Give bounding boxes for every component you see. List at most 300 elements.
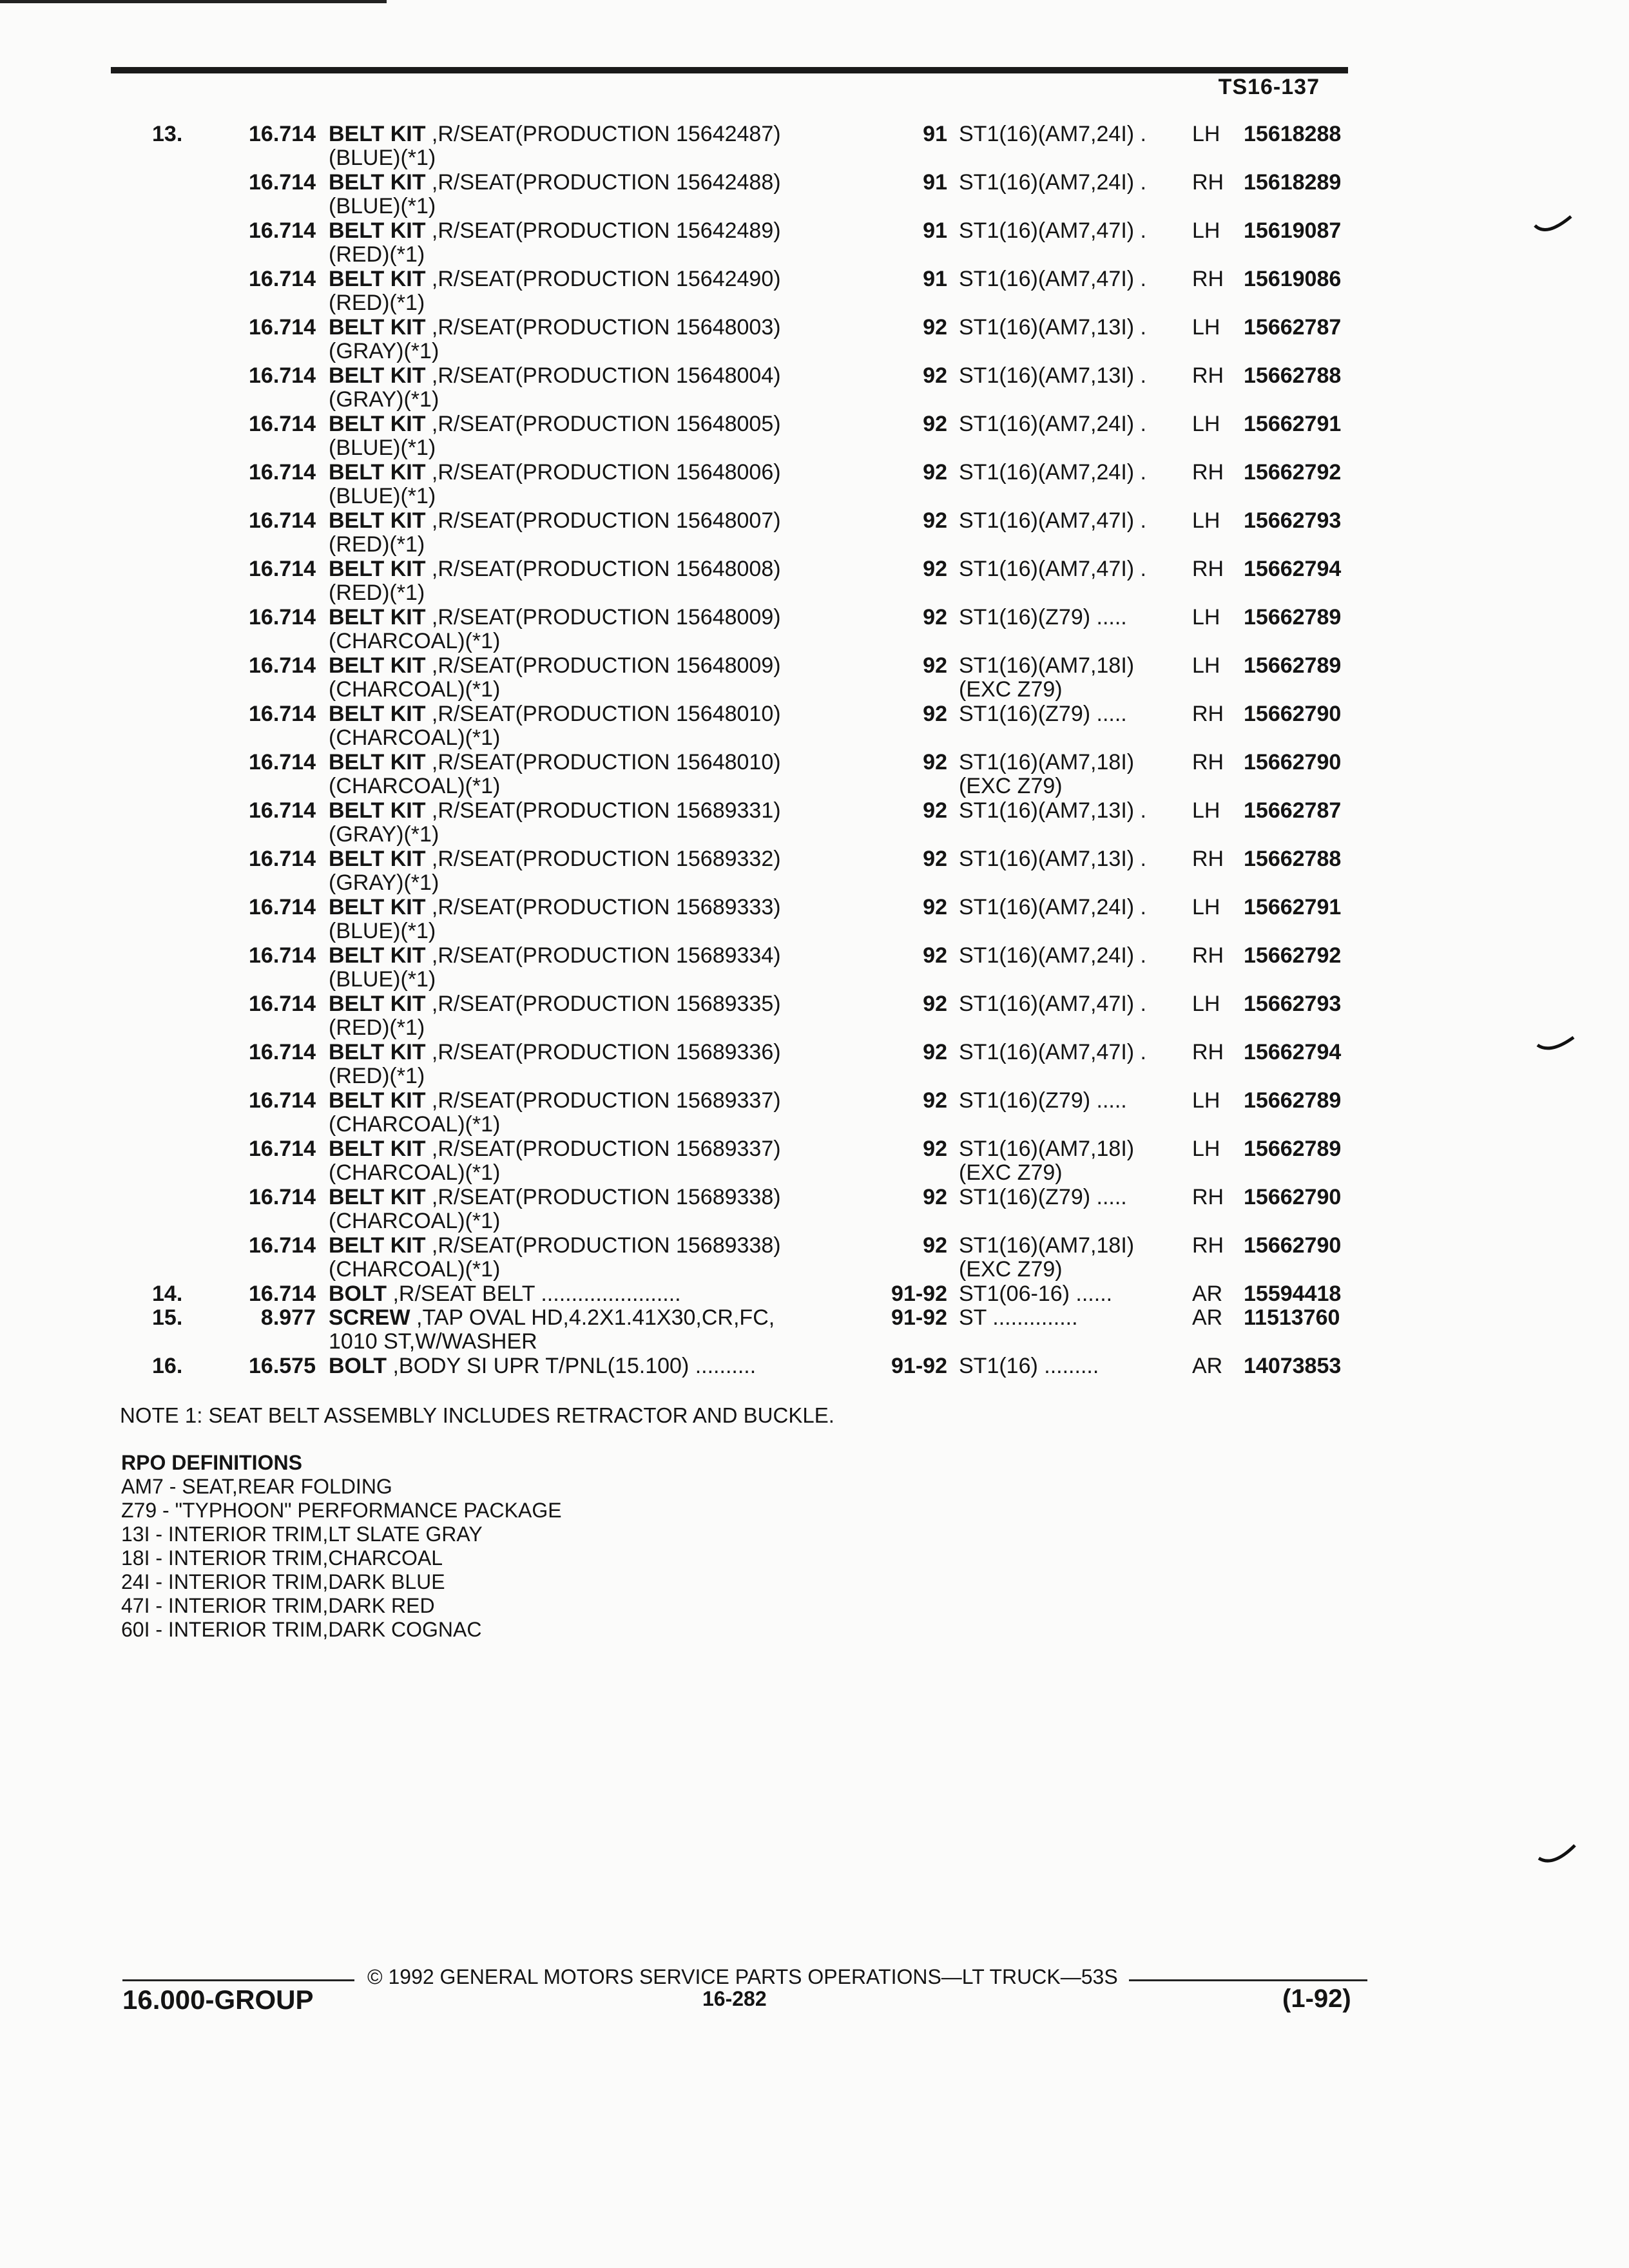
part-number: 15594418 xyxy=(1244,1282,1342,1306)
group-number: 16.714 xyxy=(249,847,316,871)
parts-row xyxy=(0,1137,1629,1186)
part-name: BELT KIT xyxy=(329,1233,426,1258)
usage-code xyxy=(959,896,1184,919)
part-name: BELT KIT xyxy=(329,798,426,823)
part-description xyxy=(329,992,896,1040)
usage-code xyxy=(959,1186,1184,1209)
rpo-list xyxy=(121,1475,562,1642)
description-line xyxy=(329,412,781,436)
usage-code xyxy=(959,316,1184,340)
part-name: BOLT xyxy=(329,1282,387,1306)
description-continuation: (CHARCOAL)(*1) xyxy=(329,726,501,750)
description-continuation: (CHARCOAL)(*1) xyxy=(329,629,501,653)
description-continuation: (RED)(*1) xyxy=(329,1064,425,1088)
quantity-side: AR xyxy=(1192,1282,1223,1306)
top-edge-rule xyxy=(0,0,387,3)
model-year: 92 xyxy=(923,1185,947,1209)
usage-code xyxy=(959,557,1184,581)
part-description xyxy=(329,1306,896,1354)
description-continuation: (RED)(*1) xyxy=(329,581,425,605)
parts-row xyxy=(0,1041,1629,1089)
model-year: 92 xyxy=(923,412,947,436)
parts-row xyxy=(0,1306,1629,1354)
rpo-item: 60I - INTERIOR TRIM,DARK COGNAC xyxy=(121,1618,482,1641)
parts-row xyxy=(0,316,1629,364)
part-number: 15662789 xyxy=(1244,605,1342,629)
description-continuation: (CHARCOAL)(*1) xyxy=(329,1209,501,1233)
quantity-side: RH xyxy=(1192,1185,1224,1209)
usage-line: ST1(16)(AM7,47I) . xyxy=(959,508,1146,533)
part-name: BELT KIT xyxy=(329,992,426,1016)
part-name: BELT KIT xyxy=(329,895,426,919)
description-line xyxy=(329,943,781,968)
usage-line: ST1(16)(AM7,18I) xyxy=(959,653,1135,678)
description-continuation: (GRAY)(*1) xyxy=(329,870,439,895)
description-line xyxy=(329,363,781,388)
description-line xyxy=(329,267,781,291)
description-line xyxy=(329,1354,756,1378)
part-number: 15662789 xyxy=(1244,1137,1342,1161)
parts-row xyxy=(0,461,1629,509)
footnote: NOTE 1: SEAT BELT ASSEMBLY INCLUDES RETRACTOR AND BUCKLE. xyxy=(120,1403,834,1427)
description-line xyxy=(329,122,781,146)
description-line xyxy=(329,218,781,243)
quantity-side: LH xyxy=(1192,1088,1220,1113)
part-number: 15662793 xyxy=(1244,992,1342,1016)
part-spec: ,BODY SI UPR T/PNL(15.100) .......... xyxy=(387,1354,757,1378)
footer-date: (1-92) xyxy=(1282,1984,1351,2013)
part-number: 15662794 xyxy=(1244,557,1342,581)
usage-line: ST1(16)(AM7,13I) . xyxy=(959,847,1146,871)
part-number: 15662793 xyxy=(1244,508,1342,533)
part-description xyxy=(329,1089,896,1137)
usage-line: ST1(16)(AM7,24I) . xyxy=(959,122,1146,146)
description-continuation: (GRAY)(*1) xyxy=(329,387,439,412)
description-line xyxy=(329,605,781,629)
quantity-side: AR xyxy=(1192,1354,1223,1378)
header-rule xyxy=(111,67,1348,73)
model-year: 92 xyxy=(923,605,947,629)
part-spec: ,R/SEAT(PRODUCTION 15648009) xyxy=(425,653,781,678)
part-name: BELT KIT xyxy=(329,267,426,291)
model-year: 92 xyxy=(923,1137,947,1161)
part-description xyxy=(329,316,896,363)
model-year: 92 xyxy=(923,1233,947,1258)
description-line xyxy=(329,750,781,774)
description-continuation: (BLUE)(*1) xyxy=(329,146,436,170)
parts-row xyxy=(0,606,1629,654)
part-spec: ,R/SEAT(PRODUCTION 15689332) xyxy=(425,847,781,871)
part-number: 15662790 xyxy=(1244,1185,1342,1209)
part-description xyxy=(329,267,896,315)
description-continuation: (CHARCOAL)(*1) xyxy=(329,1160,501,1185)
part-spec: ,R/SEAT(PRODUCTION 15689336) xyxy=(425,1040,781,1064)
footer-rule-right xyxy=(1129,1979,1367,1981)
part-description xyxy=(329,1137,896,1185)
part-spec: ,R/SEAT(PRODUCTION 15648006) xyxy=(425,460,781,485)
item-number: 13. xyxy=(152,122,183,146)
usage-code xyxy=(959,219,1184,243)
part-number: 15662790 xyxy=(1244,1233,1342,1258)
parts-row xyxy=(0,1234,1629,1282)
description-line xyxy=(329,557,781,581)
part-name: BELT KIT xyxy=(329,1137,426,1161)
parts-row xyxy=(0,751,1629,799)
usage-code xyxy=(959,751,1184,798)
model-year: 91-92 xyxy=(891,1354,947,1378)
part-spec: ,R/SEAT(PRODUCTION 15689333) xyxy=(425,895,781,919)
model-year: 92 xyxy=(923,1040,947,1064)
parts-row xyxy=(0,267,1629,316)
group-number: 16.714 xyxy=(249,170,316,195)
part-number: 15662790 xyxy=(1244,702,1342,726)
part-spec: ,R/SEAT(PRODUCTION 15648004) xyxy=(425,363,781,388)
part-spec: ,R/SEAT(PRODUCTION 15648010) xyxy=(425,750,781,774)
part-description xyxy=(329,1041,896,1088)
usage-line: ST1(16)(AM7,13I) . xyxy=(959,315,1146,340)
description-line xyxy=(329,170,781,195)
quantity-side: LH xyxy=(1192,508,1220,533)
usage-line: ST1(16) ......... xyxy=(959,1354,1099,1378)
part-name: BELT KIT xyxy=(329,315,426,340)
description-line xyxy=(329,1137,781,1161)
description-line xyxy=(329,798,781,823)
usage-code xyxy=(959,461,1184,485)
description-continuation: (BLUE)(*1) xyxy=(329,967,436,992)
quantity-side: RH xyxy=(1192,267,1224,291)
usage-code xyxy=(959,364,1184,388)
part-name: BELT KIT xyxy=(329,460,426,485)
description-continuation: (CHARCOAL)(*1) xyxy=(329,1112,501,1137)
usage-line: ST .............. xyxy=(959,1305,1078,1330)
part-name: BELT KIT xyxy=(329,943,426,968)
page-code: TS16-137 xyxy=(1218,75,1320,99)
usage-code xyxy=(959,1137,1184,1185)
parts-row xyxy=(0,702,1629,751)
description-continuation: (BLUE)(*1) xyxy=(329,194,436,218)
part-description xyxy=(329,702,896,750)
part-spec: ,R/SEAT(PRODUCTION 15642487) xyxy=(425,122,781,146)
quantity-side: RH xyxy=(1192,460,1224,485)
usage-code xyxy=(959,509,1184,533)
quantity-side: LH xyxy=(1192,895,1220,919)
description-line xyxy=(329,460,781,485)
model-year: 91 xyxy=(923,267,947,291)
usage-continuation: (EXC Z79) xyxy=(959,1160,1063,1185)
part-spec: ,R/SEAT(PRODUCTION 15689338) xyxy=(425,1233,781,1258)
parts-row xyxy=(0,171,1629,219)
parts-row xyxy=(0,944,1629,992)
item-number: 15. xyxy=(152,1305,183,1330)
usage-line: ST1(06-16) ...... xyxy=(959,1282,1113,1306)
description-continuation: (GRAY)(*1) xyxy=(329,339,439,363)
parts-row xyxy=(0,509,1629,557)
usage-code xyxy=(959,171,1184,195)
description-line xyxy=(329,895,781,919)
part-spec: ,R/SEAT(PRODUCTION 15689331) xyxy=(425,798,781,823)
footer-copyright: © 1992 GENERAL MOTORS SERVICE PARTS OPERATIONS—LT TRUCK—53S xyxy=(367,1965,1118,1988)
usage-line: ST1(16)(Z79) ..... xyxy=(959,605,1127,629)
usage-line: ST1(16)(AM7,24I) . xyxy=(959,895,1146,919)
part-spec: ,R/SEAT(PRODUCTION 15689334) xyxy=(425,943,781,968)
quantity-side: RH xyxy=(1192,943,1224,968)
group-number: 16.714 xyxy=(249,122,316,146)
model-year: 91 xyxy=(923,122,947,146)
usage-continuation: (EXC Z79) xyxy=(959,1257,1063,1282)
part-description xyxy=(329,509,896,557)
quantity-side: LH xyxy=(1192,1137,1220,1161)
description-continuation: (CHARCOAL)(*1) xyxy=(329,677,501,702)
usage-code xyxy=(959,412,1184,436)
quantity-side: RH xyxy=(1192,363,1224,388)
part-name: BOLT xyxy=(329,1354,387,1378)
rpo-title: RPO DEFINITIONS xyxy=(121,1451,302,1474)
parts-row xyxy=(0,896,1629,944)
group-number: 16.714 xyxy=(249,1282,316,1306)
part-name: BELT KIT xyxy=(329,605,426,629)
model-year: 92 xyxy=(923,653,947,678)
group-number: 16.714 xyxy=(249,702,316,726)
usage-code xyxy=(959,267,1184,291)
usage-line: ST1(16)(Z79) ..... xyxy=(959,1185,1127,1209)
item-number: 16. xyxy=(152,1354,183,1378)
model-year: 92 xyxy=(923,557,947,581)
usage-code xyxy=(959,1041,1184,1064)
part-spec: ,R/SEAT(PRODUCTION 15689337) xyxy=(425,1137,781,1161)
description-continuation: (CHARCOAL)(*1) xyxy=(329,774,501,798)
usage-line: ST1(16)(AM7,13I) . xyxy=(959,363,1146,388)
part-number: 11513760 xyxy=(1244,1305,1340,1330)
usage-code xyxy=(959,1089,1184,1113)
quantity-side: RH xyxy=(1192,750,1224,774)
parts-row xyxy=(0,364,1629,412)
model-year: 92 xyxy=(923,847,947,871)
usage-code xyxy=(959,122,1184,146)
part-number: 15662792 xyxy=(1244,460,1342,485)
usage-code xyxy=(959,1354,1184,1378)
parts-row xyxy=(0,1089,1629,1137)
usage-line: ST1(16)(AM7,24I) . xyxy=(959,943,1146,968)
rpo-item: 18I - INTERIOR TRIM,CHARCOAL xyxy=(121,1546,443,1570)
description-continuation: (BLUE)(*1) xyxy=(329,919,436,943)
part-spec: ,R/SEAT(PRODUCTION 15642488) xyxy=(425,170,781,195)
rpo-item: Z79 - "TYPHOON" PERFORMANCE PACKAGE xyxy=(121,1499,562,1522)
quantity-side: RH xyxy=(1192,170,1224,195)
part-description xyxy=(329,606,896,653)
parts-row xyxy=(0,122,1629,171)
part-number: 15662789 xyxy=(1244,653,1342,678)
footer-rule-left xyxy=(122,1979,354,1981)
part-number: 15662787 xyxy=(1244,798,1342,823)
model-year: 91 xyxy=(923,218,947,243)
rpo-definitions xyxy=(121,1451,562,1642)
part-name: BELT KIT xyxy=(329,750,426,774)
description-continuation: (RED)(*1) xyxy=(329,532,425,557)
description-continuation: 1010 ST,W/WASHER xyxy=(329,1329,537,1354)
part-description xyxy=(329,751,896,798)
quantity-side: AR xyxy=(1192,1305,1223,1330)
part-description xyxy=(329,1234,896,1282)
description-line xyxy=(329,653,781,678)
model-year: 92 xyxy=(923,460,947,485)
description-line xyxy=(329,1185,781,1209)
quantity-side: LH xyxy=(1192,992,1220,1016)
group-number: 16.714 xyxy=(249,1233,316,1258)
usage-line: ST1(16)(AM7,47I) . xyxy=(959,557,1146,581)
group-number: 16.714 xyxy=(249,1137,316,1161)
description-line xyxy=(329,508,781,533)
description-continuation: (RED)(*1) xyxy=(329,1015,425,1040)
model-year: 92 xyxy=(923,895,947,919)
group-number: 16.714 xyxy=(249,508,316,533)
part-number: 15662788 xyxy=(1244,363,1342,388)
parts-row xyxy=(0,992,1629,1041)
check-mark-icon xyxy=(1534,213,1572,238)
part-number: 15662792 xyxy=(1244,943,1342,968)
part-number: 15662788 xyxy=(1244,847,1342,871)
part-number: 15662787 xyxy=(1244,315,1342,340)
part-description xyxy=(329,557,896,605)
part-description xyxy=(329,122,896,170)
usage-code xyxy=(959,1306,1184,1330)
description-line xyxy=(329,315,781,340)
model-year: 91-92 xyxy=(891,1305,947,1330)
usage-code xyxy=(959,1234,1184,1282)
parts-row xyxy=(0,1354,1629,1378)
group-number: 16.714 xyxy=(249,1088,316,1113)
part-name: BELT KIT xyxy=(329,363,426,388)
model-year: 92 xyxy=(923,943,947,968)
model-year: 92 xyxy=(923,363,947,388)
description-line xyxy=(329,1088,781,1113)
quantity-side: LH xyxy=(1192,653,1220,678)
usage-line: ST1(16)(Z79) ..... xyxy=(959,1088,1127,1113)
part-description xyxy=(329,171,896,218)
model-year: 92 xyxy=(923,315,947,340)
part-number: 15662791 xyxy=(1244,412,1342,436)
usage-line: ST1(16)(AM7,47I) . xyxy=(959,1040,1146,1064)
footer-group: 16.000-GROUP xyxy=(122,1984,314,2015)
part-number: 15619087 xyxy=(1244,218,1342,243)
description-line xyxy=(329,1282,681,1306)
group-number: 16.714 xyxy=(249,653,316,678)
part-description xyxy=(329,896,896,943)
rpo-item: AM7 - SEAT,REAR FOLDING xyxy=(121,1475,392,1498)
rpo-item: 24I - INTERIOR TRIM,DARK BLUE xyxy=(121,1570,445,1593)
part-number: 15662791 xyxy=(1244,895,1342,919)
description-line xyxy=(329,1040,781,1064)
check-mark-icon xyxy=(1536,1031,1575,1057)
part-description xyxy=(329,1282,896,1306)
usage-code xyxy=(959,606,1184,629)
group-number: 16.714 xyxy=(249,992,316,1016)
part-description xyxy=(329,364,896,412)
usage-code xyxy=(959,654,1184,702)
parts-row xyxy=(0,799,1629,847)
parts-row xyxy=(0,557,1629,606)
usage-line: ST1(16)(AM7,47I) . xyxy=(959,218,1146,243)
usage-line: ST1(16)(AM7,24I) . xyxy=(959,170,1146,195)
group-number: 16.714 xyxy=(249,460,316,485)
part-spec: ,R/SEAT(PRODUCTION 15648003) xyxy=(425,315,781,340)
description-line xyxy=(329,1233,781,1258)
group-number: 16.714 xyxy=(249,267,316,291)
model-year: 92 xyxy=(923,798,947,823)
check-mark-icon xyxy=(1537,1843,1576,1869)
part-spec: ,R/SEAT(PRODUCTION 15648005) xyxy=(425,412,781,436)
part-spec: ,R/SEAT(PRODUCTION 15648007) xyxy=(425,508,781,533)
group-number: 16.714 xyxy=(249,750,316,774)
usage-code xyxy=(959,1282,1184,1306)
parts-list xyxy=(0,122,1629,1378)
part-number: 15662794 xyxy=(1244,1040,1342,1064)
part-name: BELT KIT xyxy=(329,847,426,871)
part-spec: ,R/SEAT(PRODUCTION 15689337) xyxy=(425,1088,781,1113)
description-continuation: (CHARCOAL)(*1) xyxy=(329,1257,501,1282)
part-spec: ,R/SEAT BELT ....................... xyxy=(387,1282,681,1306)
model-year: 92 xyxy=(923,992,947,1016)
description-continuation: (RED)(*1) xyxy=(329,291,425,315)
group-number: 16.714 xyxy=(249,1185,316,1209)
usage-line: ST1(16)(AM7,24I) . xyxy=(959,412,1146,436)
group-number: 16.714 xyxy=(249,557,316,581)
model-year: 92 xyxy=(923,750,947,774)
quantity-side: LH xyxy=(1192,605,1220,629)
quantity-side: LH xyxy=(1192,122,1220,146)
description-continuation: (GRAY)(*1) xyxy=(329,822,439,847)
description-line xyxy=(329,992,781,1016)
usage-line: ST1(16)(AM7,47I) . xyxy=(959,992,1146,1016)
part-number: 14073853 xyxy=(1244,1354,1342,1378)
group-number: 16.714 xyxy=(249,218,316,243)
usage-line: ST1(16)(AM7,18I) xyxy=(959,1137,1135,1161)
part-spec: ,R/SEAT(PRODUCTION 15689338) xyxy=(425,1185,781,1209)
usage-line: ST1(16)(AM7,18I) xyxy=(959,750,1135,774)
quantity-side: RH xyxy=(1192,702,1224,726)
parts-row xyxy=(0,412,1629,461)
usage-line: ST1(16)(AM7,13I) . xyxy=(959,798,1146,823)
part-description xyxy=(329,412,896,460)
part-name: BELT KIT xyxy=(329,412,426,436)
quantity-side: LH xyxy=(1192,315,1220,340)
description-continuation: (BLUE)(*1) xyxy=(329,484,436,508)
part-name: BELT KIT xyxy=(329,1088,426,1113)
part-name: BELT KIT xyxy=(329,170,426,195)
part-description xyxy=(329,219,896,267)
parts-row xyxy=(0,1282,1629,1306)
part-name: BELT KIT xyxy=(329,122,426,146)
quantity-side: LH xyxy=(1192,218,1220,243)
part-name: BELT KIT xyxy=(329,218,426,243)
model-year: 91-92 xyxy=(891,1282,947,1306)
part-spec: ,R/SEAT(PRODUCTION 15642489) xyxy=(425,218,781,243)
part-description xyxy=(329,944,896,992)
quantity-side: LH xyxy=(1192,412,1220,436)
usage-code xyxy=(959,702,1184,726)
part-name: BELT KIT xyxy=(329,508,426,533)
usage-line: ST1(16)(AM7,18I) xyxy=(959,1233,1135,1258)
usage-continuation: (EXC Z79) xyxy=(959,677,1063,702)
group-number: 8.977 xyxy=(260,1305,316,1330)
group-number: 16.714 xyxy=(249,412,316,436)
usage-line: ST1(16)(AM7,24I) . xyxy=(959,460,1146,485)
group-number: 16.575 xyxy=(249,1354,316,1378)
group-number: 16.714 xyxy=(249,798,316,823)
description-line xyxy=(329,1305,775,1330)
part-name: SCREW xyxy=(329,1305,410,1330)
part-description xyxy=(329,654,896,702)
part-number: 15662789 xyxy=(1244,1088,1342,1113)
